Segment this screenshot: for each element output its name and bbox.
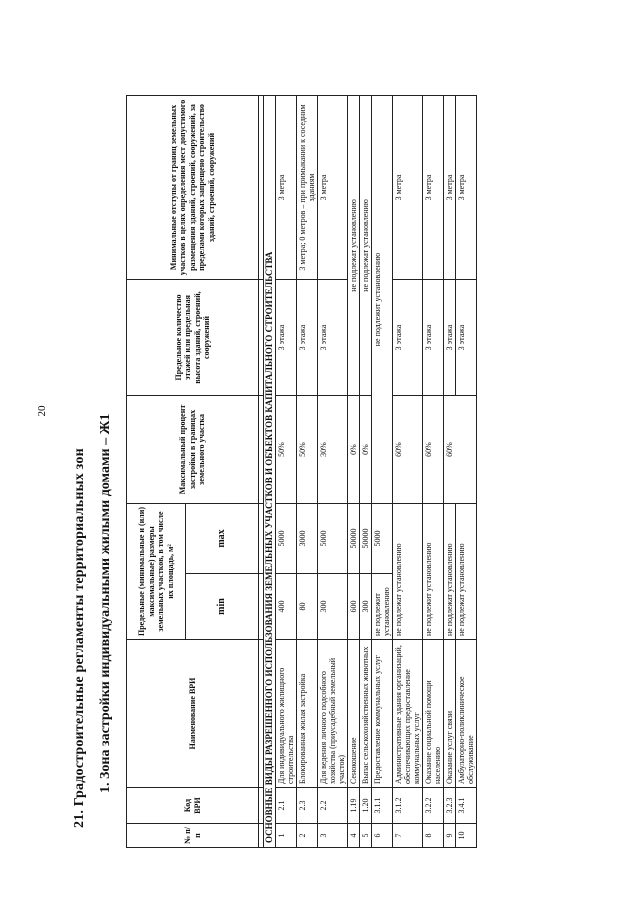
row-setback: 3 метра; 0 метров – при примыкании к соседним зданиям [297,96,318,280]
row-setback: 3 метра [456,96,477,280]
row-name: Выпас сельскохозяйственных животных [360,640,372,788]
header-min: min [186,574,259,640]
row-number: 8 [423,824,444,848]
table-row [423,96,444,848]
table-row [318,96,348,848]
row-percent: 0% [360,396,372,504]
table-row [276,96,297,848]
row-max: 3000 [297,504,318,574]
header-floors: Предельное количество этажей или предельная высота зданий, строений, сооружений [127,280,259,396]
header-code: Код ВРИ [127,788,259,824]
row-floors: 3 этажа [423,280,444,396]
row-max: 50000 [348,504,360,574]
row-size: не подлежит установлению [423,504,444,640]
row-floors: 3 этажа [318,280,348,396]
table-row [393,96,423,848]
header-setback: Минимальные отступы от границ земельных участков в целях определения мест допустимого размещения зданий, строений, сооружений, за пределами которых запрещено строительство зданий, строений, сооружений [127,96,259,280]
header-max: max [186,504,259,574]
row-number: 7 [393,824,423,848]
row-setback: 3 метра [444,96,456,280]
row-max: 5000 [372,504,393,574]
row-code: 3.4.1 [456,788,477,824]
row-code: 2.1 [276,788,297,824]
table-row [297,96,318,848]
row-floors: 3 этажа [393,280,423,396]
header-name: Наименование ВРИ [127,640,259,788]
row-percent: 50% [297,396,318,504]
row-number: 5 [360,824,372,848]
section-row [264,96,276,848]
row-code: 3.1.1 [372,788,393,824]
row-max: 5000 [276,504,297,574]
row-setback: 3 метра [276,96,297,280]
row-percent: 30% [318,396,348,504]
row-rest: не подлежит установлению [372,96,393,504]
row-size: не подлежат установлению [393,504,423,640]
row-number: 1 [276,824,297,848]
section-title: ОСНОВНЫЕ ВИДЫ РАЗРЕШЕННОГО ИСПОЛЬЗОВАНИЯ ЗЕМЕЛЬНЫХ УЧАСТКОВ И ОБЪЕКТОВ КАПИТАЛЬНОГО СТРОИТЕЛЬСТВА [264,96,276,848]
row-setback: 3 метра [393,96,423,280]
section-heading: 21. Градостроительные регламенты территориальных зон [72,448,87,828]
row-number: 9 [444,824,456,848]
row-floors-setback: не подлежат установлению [348,96,360,396]
row-floors: 3 этажа [297,280,318,396]
row-number: 6 [372,824,393,848]
table-row [444,96,456,848]
row-percent: 0% [348,396,360,504]
row-percent: 50% [276,396,297,504]
row-name: Оказание услуг связи [444,640,456,788]
row-name: Для ведения личного подсобного хозяйства (приусадебный земельный участок) [318,640,348,788]
row-min: 300 [360,574,372,640]
table-row [360,96,372,848]
row-percent: 60% [423,396,444,504]
headings [70,88,126,848]
row-code: 2.2 [318,788,348,824]
row-code: 2.3 [297,788,318,824]
row-number: 10 [456,824,477,848]
row-min: 600 [348,574,360,640]
row-percent: 60% [444,396,477,504]
header-percent: Максимальный процент застройки в границах земельного участка [127,396,259,504]
row-min: 400 [276,574,297,640]
row-max: 5000 [318,504,348,574]
row-max: 50000 [360,504,372,574]
row-size: не подлежат установлению [456,504,477,640]
header-row [127,96,186,848]
row-size: не подлежат установлению [444,504,456,640]
rotated-page-content [70,88,550,848]
row-setback: 3 метра [423,96,444,280]
row-number: 4 [348,824,360,848]
row-name: Амбулаторно-поликлиническое обслуживание [456,640,477,788]
row-code: 3.2.3 [444,788,456,824]
row-name: Для индивидуального жилищного строительства [276,640,297,788]
row-floors: 3 этажа [456,280,477,396]
row-code: 1.20 [360,788,372,824]
row-name: Сенокошение [348,640,360,788]
row-number: 3 [318,824,348,848]
row-code: 3.1.2 [393,788,423,824]
regulations-table [126,95,477,848]
row-name: Блокированная жилая застройка [297,640,318,788]
row-name: Административные здания организаций, обеспечивающих предоставление коммунальных услуг [393,640,423,788]
row-min: не подлежит установлению [372,574,393,640]
row-setback: 3 метра [318,96,348,280]
row-floors: 3 этажа [276,280,297,396]
row-code: 3.2.2 [423,788,444,824]
row-name: Оказание социальной помощи населению [423,640,444,788]
row-name: Предоставление коммунальных услуг [372,640,393,788]
row-number: 2 [297,824,318,848]
header-num: № п/п [127,824,259,848]
row-floors-setback: не подлежат установлению [360,96,372,396]
row-min: 80 [297,574,318,640]
row-percent: 60% [393,396,423,504]
page-number: 20 [36,405,48,417]
row-code: 1.19 [348,788,360,824]
row-min: 300 [318,574,348,640]
zone-heading: 1. Зона застройки индивидуальными жилыми домами – Ж1 [98,413,113,793]
table-row [372,96,393,848]
header-size-group: Предельные (минимальные и (или) максимальные) размеры земельных участков, в том числе их площадь, м² [127,504,186,640]
table-row [348,96,360,848]
row-floors: 3 этажа [444,280,456,396]
